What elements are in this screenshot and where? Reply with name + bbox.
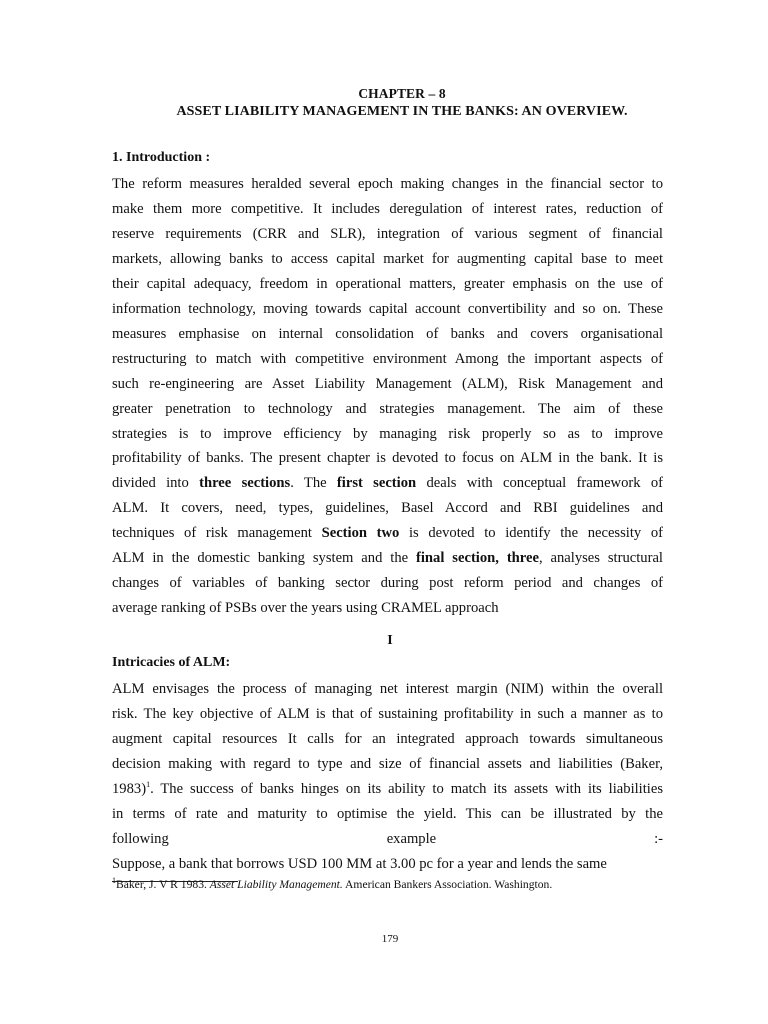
text-line (112, 727, 663, 752)
text-run: profitability of banks. The present chapter is devoted to focus on ALM in the bank. It is (112, 450, 663, 467)
text-run: augment capital resources It calls for an integrated approach towards simultaneous (112, 730, 663, 747)
text-run: risk. The key objective of ALM is that of sustaining profitability in such a manner as to (112, 705, 663, 722)
text-line (112, 322, 663, 347)
alm-paragraph (112, 677, 663, 877)
text-line (112, 471, 663, 496)
text-line (112, 222, 663, 247)
text-line (112, 571, 663, 596)
text-run: greater penetration to technology and strategies management. The aim of these (112, 400, 663, 417)
text-line (112, 272, 663, 297)
footnote-title: Asset Liability Management. (209, 878, 343, 891)
text-line (112, 172, 663, 197)
text-line (112, 752, 663, 777)
chapter-title: ASSET LIABILITY MANAGEMENT IN THE BANKS: AN OVERVIEW. (176, 104, 628, 119)
chapter-number: CHAPTER – 8 (358, 86, 446, 101)
text-line (112, 546, 663, 571)
text-run: divided into (112, 475, 200, 492)
text-line (112, 802, 663, 827)
bold-run: first section (336, 475, 417, 492)
introduction-heading: 1. Introduction : (112, 150, 211, 165)
text-run: measures emphasise on internal consolidation of banks and covers organisational (112, 325, 663, 342)
text-run: . The (290, 475, 337, 492)
text-line (112, 297, 663, 322)
bold-run: three sections (199, 475, 291, 492)
footnote-ref: 1 (146, 779, 151, 789)
text-run: ALM envisages the process of managing net interest margin (NIM) within the overall (112, 681, 663, 697)
footnote-author: Baker, J. V R 1983. (116, 878, 210, 891)
text-run: average ranking of PSBs over the years using CRAMEL approach (112, 600, 499, 617)
introduction-paragraph (112, 172, 663, 621)
text-line (112, 702, 663, 727)
bold-run: Section two (321, 525, 400, 542)
bold-run: final section, three (416, 550, 539, 567)
text-line (112, 422, 663, 447)
text-line (112, 596, 663, 621)
text-run: ALM. It covers, need, types, guidelines, Basel Accord and RBI guidelines and (112, 500, 663, 517)
text-run: strategies is to improve efficiency by managing risk properly so as to improve (112, 425, 663, 442)
text-run: is devoted to identify the necessity of (399, 525, 663, 542)
text-line (112, 347, 663, 372)
text-line (112, 521, 663, 546)
text-run: reserve requirements (CRR and SLR), integration of various segment of financial (112, 225, 663, 242)
text-run: techniques of risk management (112, 525, 322, 542)
footnote-marker: 1 (112, 876, 116, 886)
text-line (112, 446, 663, 471)
text-run: decision making with regard to type and size of financial assets and liabilities (Baker, (112, 755, 663, 772)
text-run: in terms of rate and maturity to optimise the yield. This can be illustrated by the (112, 805, 663, 822)
text-run: 1983) (112, 780, 147, 797)
text-run: markets, allowing banks to access capital market for augmenting capital base to meet (112, 250, 663, 267)
text-line (112, 372, 663, 397)
text-line (112, 496, 663, 521)
text-line (112, 827, 663, 852)
footnote (112, 878, 552, 891)
text-run: ALM in the domestic banking system and the (112, 550, 417, 567)
text-run: changes of variables of banking sector during post reform period and changes of (112, 575, 663, 592)
text-run: . The success of banks hinges on its ability to match its assets with its liabilities (150, 780, 663, 797)
text-run: such re-engineering are Asset Liability Management (ALM), Risk Management and (112, 375, 663, 392)
text-line (112, 247, 663, 272)
text-line (112, 397, 663, 422)
text-run: , analyses structural (538, 550, 663, 567)
text-run: make them more competitive. It includes deregulation of interest rates, reduction of (112, 200, 663, 217)
text-run: restructuring to match with competitive environment Among the important aspects of (112, 350, 663, 367)
text-line (112, 197, 663, 222)
footnote-rest: American Bankers Association. Washington. (342, 878, 553, 891)
section-marker: I (387, 633, 393, 648)
text-run: Suppose, a bank that borrows USD 100 MM at 3.00 pc for a year and lends the same (112, 855, 607, 872)
text-line (112, 777, 663, 802)
text-run: their capital adequacy, freedom in operational matters, greater emphasis on the use of (112, 275, 663, 292)
text-run: deals with conceptual framework of (416, 475, 664, 492)
text-run: following example :- (112, 830, 663, 847)
text-line (112, 677, 663, 702)
alm-heading: Intricacies of ALM: (112, 655, 231, 670)
text-run: The reform measures heralded several epoch making changes in the financial sector to (112, 176, 663, 192)
page-number: 179 (381, 933, 399, 945)
text-run: information technology, moving towards capital account convertibility and so on. These (112, 300, 663, 317)
text-line (112, 852, 663, 877)
